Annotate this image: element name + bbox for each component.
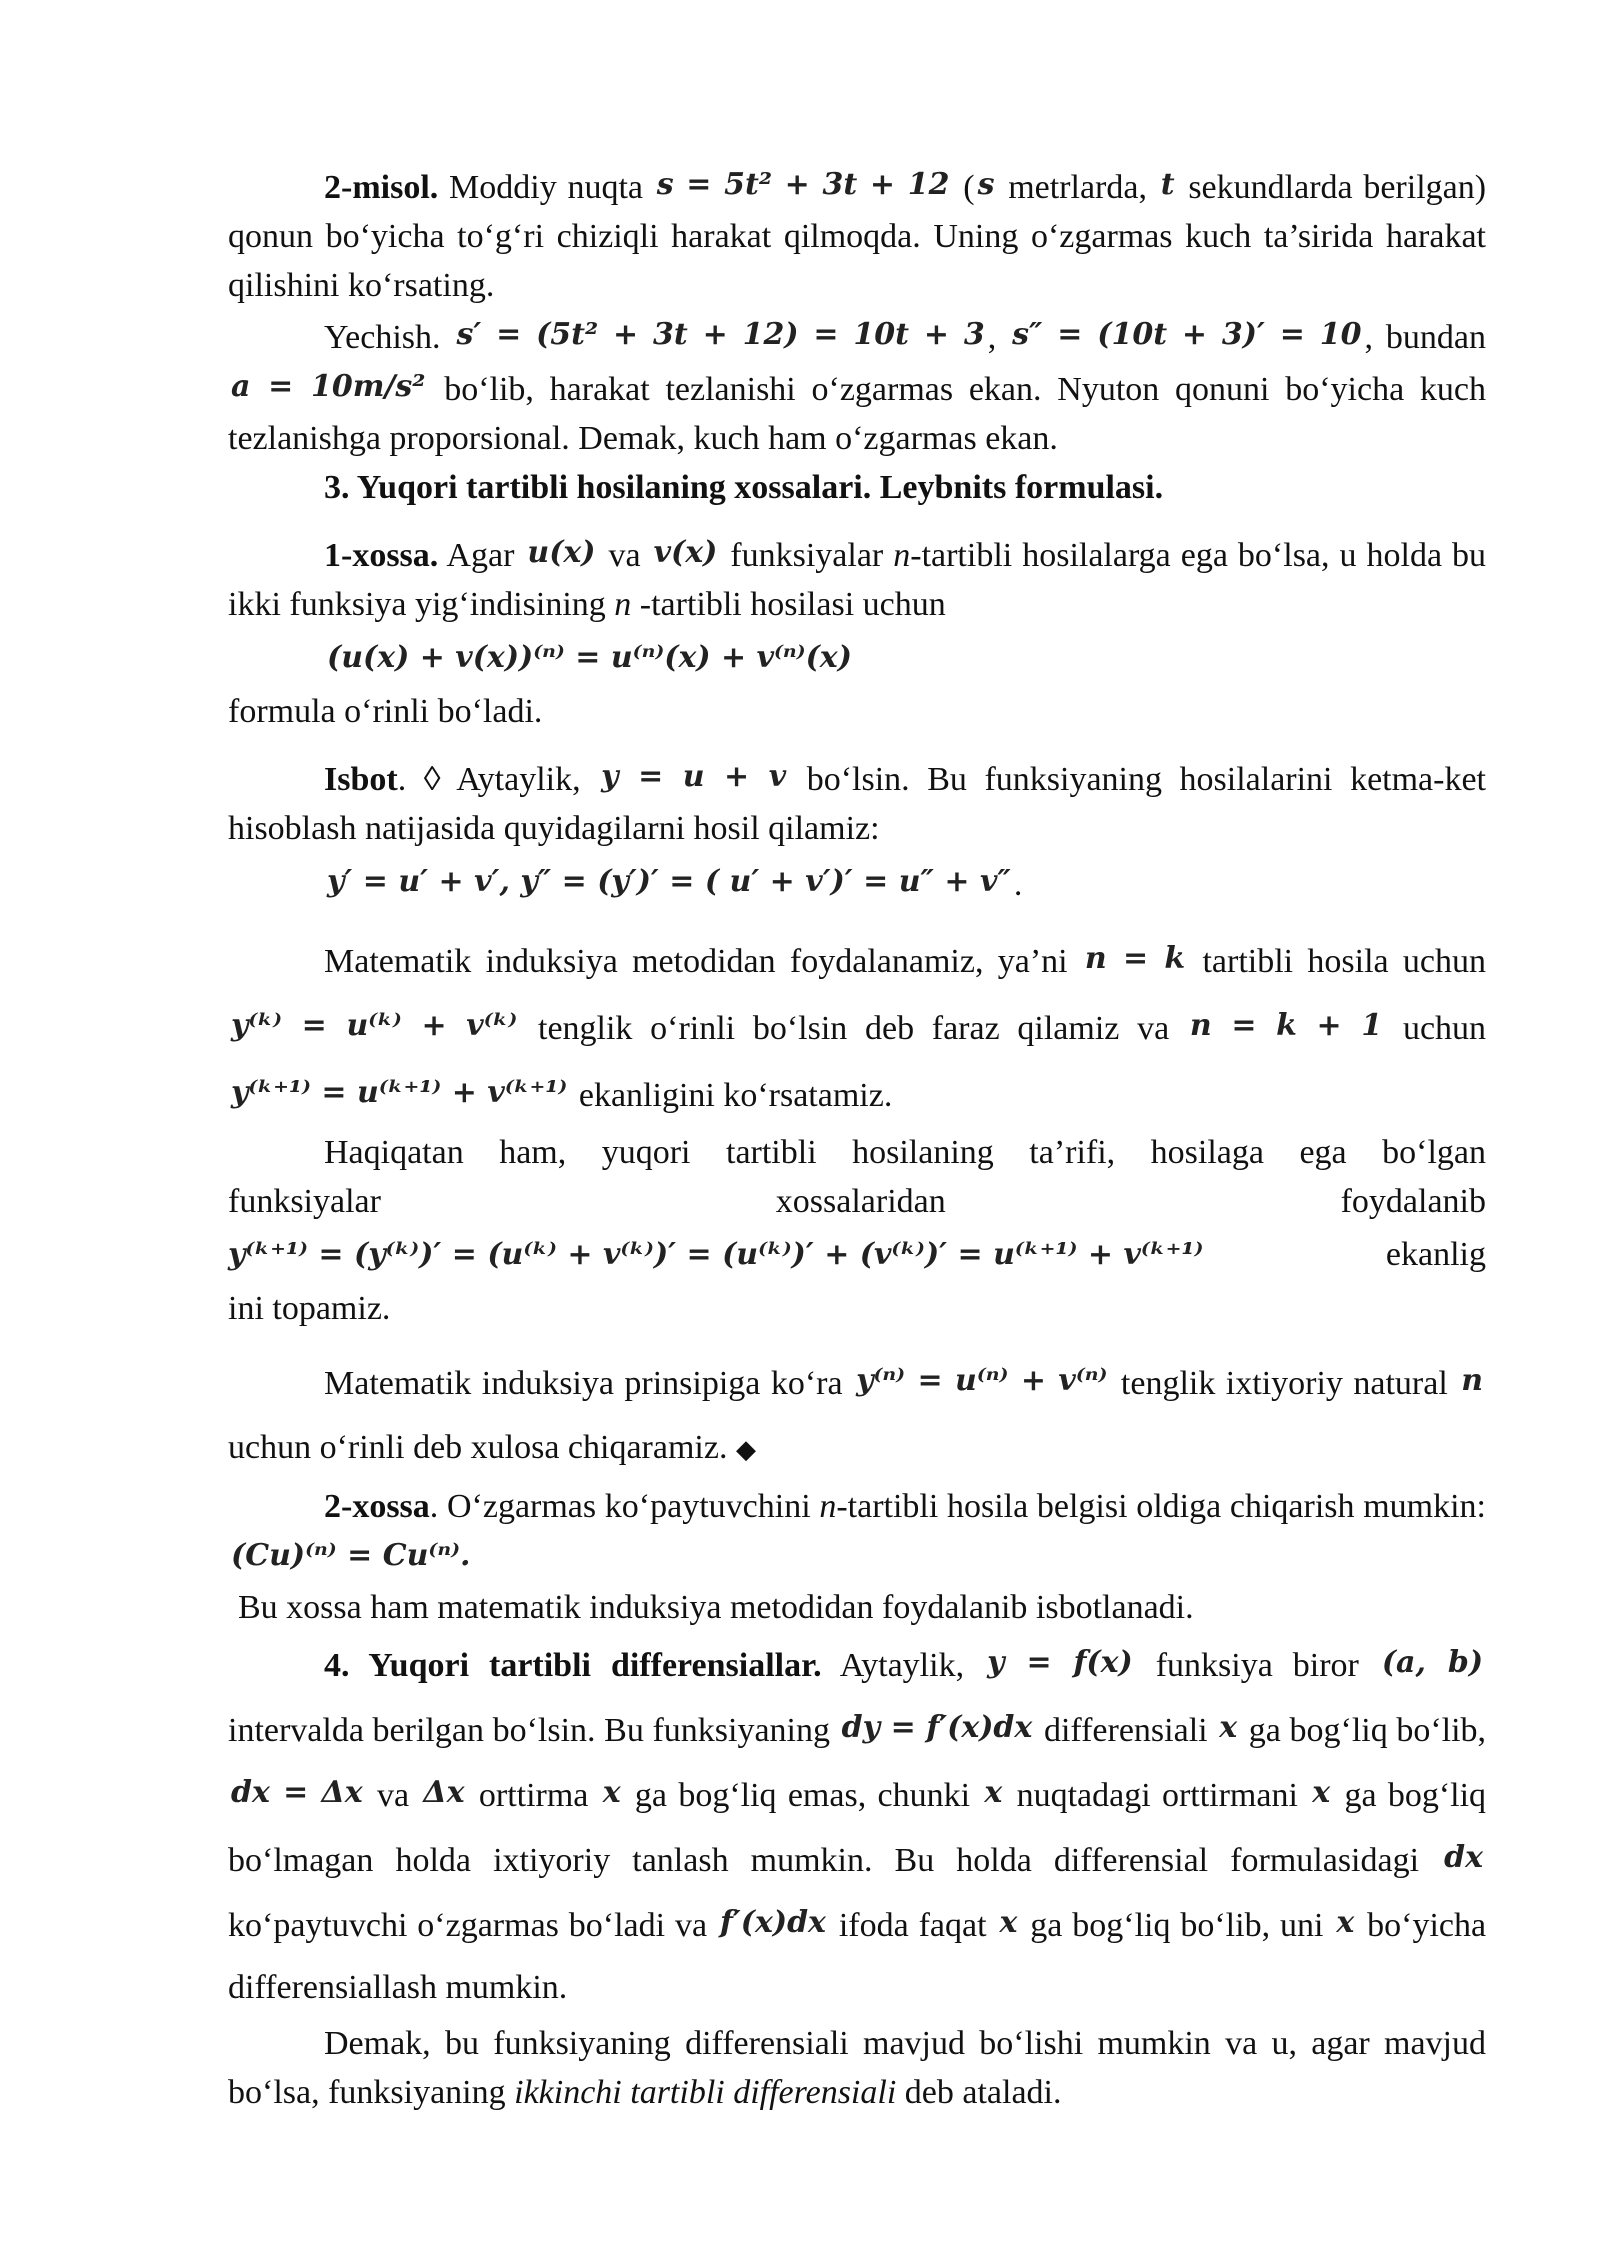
- text: funksiya biror: [1155, 1647, 1359, 1684]
- text: -tartibli hosilalarga ega bo‘lsa, u holda bu ikki funksiya yig‘indisining: [228, 537, 1487, 623]
- text: va: [376, 1777, 410, 1814]
- italic-text: ikkinchi tartibli differensiali: [514, 2074, 897, 2111]
- property-1-paragraph: [228, 528, 1486, 629]
- end-of-proof-icon: ◆: [735, 1435, 756, 1464]
- text: Demak, bu funksiyaning differensiali mavjud bo‘lishi mumkin va u, agar mavjud bo‘lsa, funksiyaning: [228, 2025, 1486, 2111]
- example-2-paragraph: [228, 160, 1486, 310]
- math-formula: s′ = (5t² + 3t + 12) = 10t + 3: [456, 317, 985, 352]
- text: intervalda berilgan bo‘lsin. Bu funksiyaning: [228, 1712, 831, 1749]
- text: ga bog‘liq emas, chunki: [634, 1777, 971, 1814]
- higher-differentials-paragraph: [228, 1632, 1486, 2019]
- text: foydalanib: [1340, 1183, 1486, 1220]
- text: sekundlarda berilgan) qonun bo‘yicha to‘g‘ri chiziqli harakat qilmoqda. Uning o‘zgarmas kuch ta’sirida harakat qilishini ko‘rsating.: [228, 169, 1487, 304]
- math-formula: y′ = u′ + v′, y″ = (y′)′ = ( u′ + v′)′ = u″ + v″: [327, 864, 1011, 899]
- indeed-paragraph: [228, 1128, 1486, 1333]
- text: metrlarda,: [1008, 169, 1147, 206]
- text: -tartibli hosilasi uchun: [639, 586, 946, 623]
- property-label: 2-xossa: [324, 1488, 430, 1525]
- italic-text: n: [819, 1488, 837, 1525]
- formula-block: [324, 853, 1486, 911]
- text: Aytaylik,: [839, 1647, 965, 1684]
- math-formula: y⁽ⁿ⁾ = u⁽ⁿ⁾ + v⁽ⁿ⁾: [856, 1363, 1108, 1398]
- math-formula: y⁽ᵏ⁺¹⁾ = u⁽ᵏ⁺¹⁾ + v⁽ᵏ⁺¹⁾: [231, 1075, 568, 1110]
- math-formula: x: [999, 1905, 1018, 1940]
- text: uchun: [1402, 1010, 1487, 1047]
- text: nuqtadagi orttirmani: [1016, 1777, 1298, 1814]
- text: ga bog‘liq bo‘lib,: [1248, 1712, 1487, 1749]
- math-formula: Δx: [423, 1775, 465, 1810]
- text: ko‘paytuvchi o‘zgarmas bo‘ladi va: [228, 1907, 708, 1944]
- math-formula: f′(x)dx: [719, 1905, 826, 1940]
- text-line: Haqiqatan ham, yuqori tartibli hosilaning ta’rifi, hosilaga ega bo‘lgan: [324, 1134, 1486, 1171]
- text-line: formula o‘rinli bo‘ladi.: [228, 693, 543, 730]
- text: ekanlig: [1385, 1236, 1486, 1273]
- text: ga bog‘liq bo‘lib, uni: [1030, 1907, 1324, 1944]
- text: tenglik o‘rinli bo‘lsin deb faraz qilamiz va: [538, 1010, 1170, 1047]
- math-formula: x: [984, 1775, 1003, 1810]
- text: va: [608, 537, 641, 574]
- math-formula: x: [602, 1775, 621, 1810]
- math-formula: (a, b): [1381, 1645, 1484, 1680]
- math-formula: n = k: [1084, 941, 1186, 976]
- proof-paragraph: [228, 752, 1486, 853]
- text: funksiyalar: [730, 537, 884, 574]
- text: tartibli hosila uchun: [1202, 943, 1487, 980]
- math-formula: s: [977, 167, 995, 202]
- solution-paragraph: [228, 310, 1486, 463]
- text: Matematik induksiya prinsipiga ko‘ra: [324, 1365, 843, 1402]
- text: xossalaridan: [775, 1183, 946, 1220]
- property-2-paragraph: [228, 1482, 1486, 1583]
- second-differential-paragraph: [228, 2019, 1486, 2117]
- document-page: [228, 160, 1486, 2117]
- math-formula: v(x): [653, 535, 718, 570]
- text: Matematik induksiya metodidan foydalanamiz, ya’ni: [324, 943, 1068, 980]
- text: bo‘lsin. Bu funksiyaning hosilalarini ketma-ket hisoblash natijasida quyidagilarni hosil qilamiz:: [228, 761, 1486, 847]
- math-formula: y = u + v: [601, 759, 787, 794]
- math-formula: t: [1160, 167, 1175, 202]
- math-formula: dx = Δx: [231, 1775, 363, 1810]
- text: bo‘lib, harakat tezlanishi o‘zgarmas ekan. Nyuton qonuni bo‘yicha kuch tezlanishga proporsional. Demak, kuch ham o‘zgarmas ekan.: [228, 371, 1487, 457]
- italic-text: n: [614, 586, 632, 623]
- text: differensiali: [1043, 1712, 1208, 1749]
- math-formula: s = 5t² + 3t + 12: [656, 167, 950, 202]
- math-formula: n = k + 1: [1189, 1008, 1383, 1043]
- text: orttirma: [478, 1777, 589, 1814]
- section-heading: 4. Yuqori tartibli differensiallar.: [324, 1647, 822, 1684]
- math-formula: x: [1219, 1710, 1238, 1745]
- text: tenglik ixtiyoriy natural: [1120, 1365, 1448, 1402]
- section-heading: 3. Yuqori tartibli hosilaning xossalari. Leybnits formulasi.: [324, 469, 1164, 506]
- text: -tartibli hosila belgisi oldiga chiqarish mumkin:: [836, 1488, 1486, 1525]
- math-formula: (Cu)⁽ⁿ⁾ = Cu⁽ⁿ⁾.: [231, 1538, 471, 1573]
- property-label: 1-xossa.: [324, 537, 439, 574]
- induction-paragraph: [228, 927, 1486, 1128]
- text: . ◊ Aytaylik,: [397, 761, 581, 798]
- math-formula: y⁽ᵏ⁾ = u⁽ᵏ⁾ + v⁽ᵏ⁾: [231, 1008, 518, 1043]
- text-line: Bu xossa ham matematik induksiya metodidan foydalanib isbotlanadi.: [238, 1589, 1194, 1626]
- math-formula: y⁽ᵏ⁺¹⁾ = (y⁽ᵏ⁾)′ = (u⁽ᵏ⁾ + v⁽ᵏ⁾)′ = (u⁽ᵏ⁾)′ + (v⁽ᵏ⁾)′ = u⁽ᵏ⁺¹⁾ + v⁽ᵏ⁺¹⁾: [228, 1237, 1204, 1272]
- text-line: [228, 1226, 1486, 1284]
- math-formula: u(x): [527, 535, 596, 570]
- text: Agar: [446, 537, 515, 574]
- proof-label: Isbot: [324, 761, 398, 798]
- math-formula: a = 10m/s²: [231, 369, 426, 404]
- italic-text: n: [893, 537, 911, 574]
- text-line: [228, 1177, 1486, 1226]
- math-formula: y = f(x): [987, 1645, 1133, 1680]
- math-formula: n: [1461, 1363, 1484, 1398]
- text-line: ini topamiz.: [228, 1290, 391, 1327]
- text: (: [963, 169, 975, 206]
- math-formula: x: [1336, 1905, 1355, 1940]
- text: bo‘yicha differensiallash mumkin.: [228, 1907, 1487, 2006]
- math-formula: x: [1312, 1775, 1331, 1810]
- math-formula: dx: [1444, 1840, 1483, 1875]
- text: Yechish.: [324, 319, 441, 356]
- text: ga bog‘liq bo‘lmagan holda ixtiyoriy tanlash mumkin. Bu holda differensial formulasidagi: [228, 1777, 1487, 1879]
- text: Moddiy nuqta: [449, 169, 643, 206]
- text: funksiyalar: [228, 1183, 381, 1220]
- text: uchun o‘rinli deb xulosa chiqaramiz.: [228, 1429, 728, 1466]
- math-formula: (u(x) + v(x))⁽ⁿ⁾ = u⁽ⁿ⁾(x) + v⁽ⁿ⁾(x): [327, 640, 852, 675]
- text: ,: [987, 319, 997, 356]
- formula-block: [324, 629, 1486, 687]
- text: , bundan: [1364, 319, 1487, 356]
- text: .: [1013, 866, 1023, 903]
- conclusion-paragraph: [228, 1349, 1486, 1482]
- math-formula: s″ = (10t + 3)′ = 10: [1012, 317, 1362, 352]
- text: deb ataladi.: [904, 2074, 1062, 2111]
- text: ekanligini ko‘rsatamiz.: [578, 1077, 893, 1114]
- text: . O‘zgarmas ko‘paytuvchini: [429, 1488, 811, 1525]
- example-label: 2-misol.: [324, 169, 439, 206]
- math-formula: dy = f′(x)dx: [841, 1710, 1033, 1745]
- text: ifoda faqat: [838, 1907, 987, 1944]
